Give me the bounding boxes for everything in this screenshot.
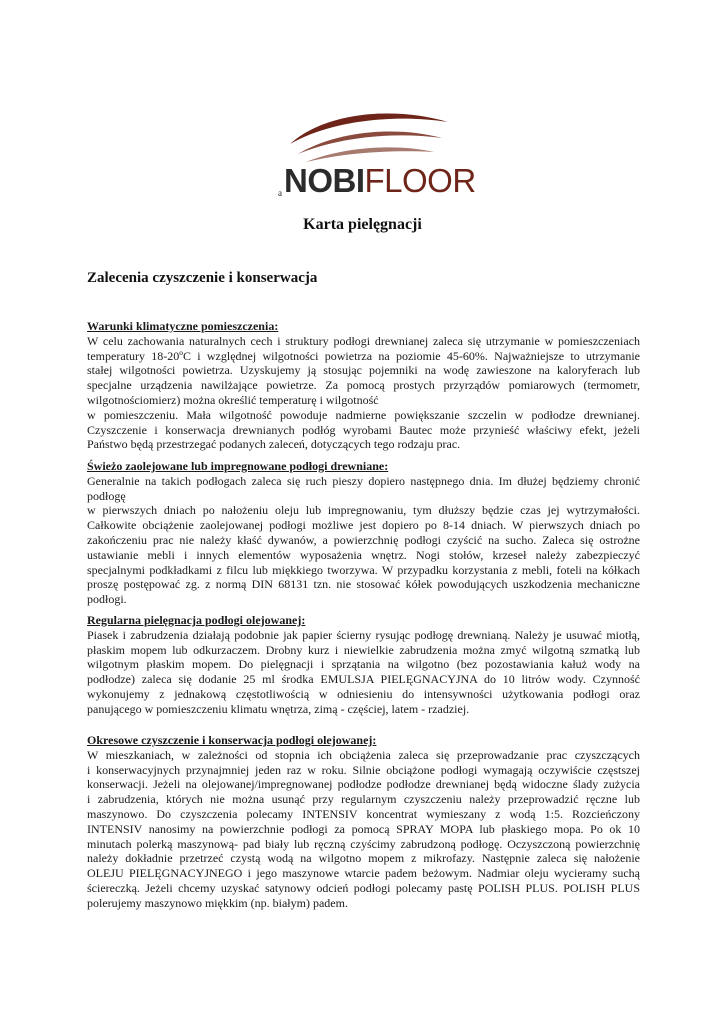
- text-line: w pierwszych dniach po nałożeniu oleju lub impregnowaniu, tym dłuższy będzie czas jej wytrzymałości.: [87, 503, 640, 518]
- text-line: specjalnymi podkładkami z filcu lub miękkiego tworzywa. W przypadku korzystania z mebli, foteli na kółkach: [87, 562, 640, 577]
- text-line: specjalne urządzenia nawilżające powietrze. Za pomocą prostych przyrządów pomiarowych (termometr,: [87, 378, 640, 393]
- text-line: W mieszkaniach, w zależności od stopnia ich obciążenia zaleca się przeprowadzanie prac czyszczących: [87, 747, 640, 762]
- text-line: podłogi.: [87, 592, 127, 607]
- nobifloor-logo: [270, 100, 476, 200]
- text-line: minutach polerką maszynową- pad biały lub ręczną czyścimy zabrudzoną podłogę. Oczyszczoną powierzchnię: [87, 836, 640, 851]
- text-line: panującego w pomieszczeniu klimatu wnętrza, zimą - częściej, latem - rzadziej.: [87, 701, 470, 716]
- text-line: temperatury 18-20ºC i względnej wilgotności powietrza na poziomie 45-60%. Najważniejsze to utrzymanie: [87, 348, 640, 363]
- text-line: proszę postępować zg. z normą DIN 68131 tzn. nie stosować kółek powodujących uszkodzenia mechaniczne: [87, 577, 640, 592]
- section-climate-conditions: [87, 319, 640, 452]
- text-line: ściereczką. Jeżeli chcemy uzyskać satynowy odcień podłogi polecamy pastę POLISH PLUS. POLISH PLUS: [87, 880, 640, 895]
- document-title: Karta pielęgnacji: [303, 216, 422, 233]
- section-heading: Regularna pielęgnacja podłogi olejowanej:: [87, 613, 306, 627]
- document-subtitle: Zalecenia czyszczenie i konserwacja: [87, 270, 318, 286]
- section-periodic-cleaning: [87, 733, 640, 911]
- section-body: [87, 748, 640, 911]
- section-heading: Warunki klimatyczne pomieszczenia:: [87, 319, 279, 333]
- text-line: Całkowite obciążenie zaolejowanej podłogi możliwe jest dopiero po 8-14 dniach. W pierwszych dniach po: [87, 518, 640, 533]
- text-line: w pomieszczeniu. Mała wilgotność powoduje nadmierne powiększanie szczelin w podłodze drewnianej.: [87, 407, 640, 422]
- text-line: polerujemy maszynowo miękkim (np. białym) padem.: [87, 895, 348, 910]
- text-line: stałej wilgotności powietrza. Uzyskujemy ją stosując pojemniki na wodę zawieszone na kaloryferach lub: [87, 363, 640, 378]
- text-line: wykonujemy z jednakową częstotliwością w odniesieniu do intensywności użytkowania podłogi oraz: [87, 686, 640, 701]
- text-line: wilgotnościomierz) można określić temperaturę i wilgotność: [87, 392, 379, 407]
- logo-prefix: a: [278, 188, 282, 198]
- text-line: płaskim mopem lub odkurzaczem. Drobny kurz i niewielkie zabrudzenia można zmyć wilgotną szmatką lub: [87, 642, 640, 657]
- section-regular-care: [87, 613, 640, 717]
- text-line: Państwo będą przestrzegać podanych zaleceń, dotyczących tego rodzaju prac.: [87, 437, 461, 452]
- text-line: podłodze) zaleca się dodanie 25 ml środka EMULSJA PIELĘGNACYJNA do 10 litrów wody. Czynność: [87, 672, 640, 687]
- text-line: Generalnie na takich podłogach zaleca się ruch pieszy dopiero następnego dnia. Im dłużej będziemy chronić: [87, 473, 640, 488]
- logo-word-bold: NOBI: [284, 162, 365, 199]
- section-body: [87, 334, 640, 452]
- text-line: Piasek i zabrudzenia działają podobnie jak papier ścierny rysując podłogę drewnianą. Należy je usuwać miotłą,: [87, 627, 640, 642]
- text-line: INTENSIV nanosimy na powierzchnie podłogi za pomocą SPRAY MOPA lub płaskiego mopa. Po ok 10: [87, 821, 640, 836]
- logo-wordmark: [284, 164, 476, 198]
- section-freshly-oiled-floors: [87, 459, 640, 607]
- text-line: należy dokładnie przetrzeć czystą wodą na wilgotno mopem z mikrofazy. Następnie zaleca się nałożenie: [87, 851, 640, 866]
- text-line: ustawianie mebli i innych elementów wyposażenia wnętrz. Nogi stołów, krzeseł należy zabezpieczyć: [87, 547, 640, 562]
- logo-word-light: FLOOR: [364, 162, 476, 199]
- text-line: OLEJU PIELĘGNACYJNEGO i jego maszynowe wtarcie padem beżowym. Nadmiar oleju wycieramy suchą: [87, 866, 640, 881]
- text-line: W celu zachowania naturalnych cech i struktury podłogi drewnianej zaleca się utrzymanie w pomieszczeniach: [87, 333, 640, 348]
- logo-swoosh-icon: [270, 100, 460, 170]
- text-line: wilgotnym płaskim mopem. Do pielęgnacji i sprzątania na wilgotno (bez pozostawiania kałuż wody na: [87, 657, 640, 672]
- section-heading: Okresowe czyszczenie i konserwacja podłogi olejowanej:: [87, 733, 377, 747]
- text-line: podłogę: [87, 488, 126, 503]
- text-line: i konserwacyjnych przynajmniej jeden raz w roku. Silnie obciążone podłogi wymagają oczywiście częstszej: [87, 762, 640, 777]
- section-body: [87, 628, 640, 717]
- text-line: Czyszczenie i konserwacja drewnianych podłóg wyrobami Bautec może przynieść właściwy efekt, jeżeli: [87, 422, 640, 437]
- text-line: zakończeniu prac nie należy kłaść dywanów, a powierzchnię podłogi czyścić na sucho. Zaleca się ostrożne: [87, 532, 640, 547]
- text-line: konserwacji. Jeżeli na olejowanej/impregnowanej podłodze podłodze drewnianej będą widoczne ślady zużycia: [87, 777, 640, 792]
- section-body: [87, 474, 640, 607]
- text-line: maszynowo. Do czyszczenia polecamy INTENSIV koncentrat wymieszany z wodą 1:5. Rozcieńczony: [87, 806, 640, 821]
- section-heading: Świeżo zaolejowane lub impregnowane podłogi drewniane:: [87, 459, 389, 473]
- text-line: i zabrudzenia, których nie można usunąć przy regularnym czyszczeniu należy przeprowadzić ręczne lub: [87, 792, 640, 807]
